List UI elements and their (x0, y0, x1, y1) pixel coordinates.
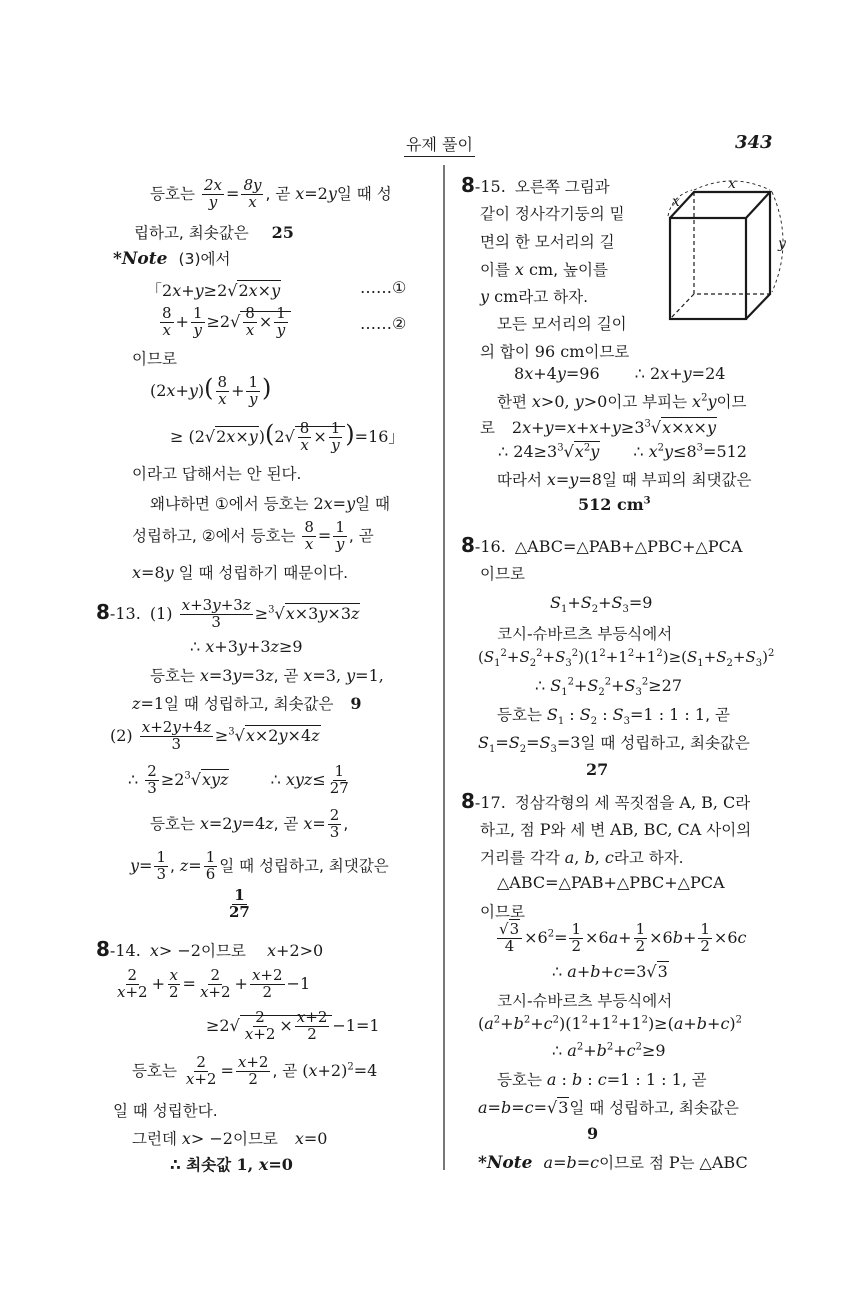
problem-8-15-eq2: ∴ $24\ge 3^3√x^2y$ ∴ $x^2y\le 8^3=512$ (498, 442, 747, 461)
problem-8-14-cond: 등호는 $\frac{2}{x+2}$ = $\frac{x+2}{2}$ , 곧 $(x+2)^2=4$ (132, 1053, 378, 1088)
problem-8-17-note: *Note a=b=c이므로 점 P는 △ABC (478, 1153, 748, 1173)
note-eq2-tag: ……② (360, 314, 407, 333)
problem-8-17-since: 이므로 (480, 903, 525, 921)
problem-8-16-cond2: $S_1=S_2=S_3=3$일 때 성립하고, 최솟값은 (478, 733, 750, 756)
answer-9: 9 (350, 694, 362, 713)
continuation-line-2: 립하고, 최솟값은 25 (134, 223, 294, 242)
problem-8-16-since: 이므로 (480, 565, 525, 583)
problem-8-14-answer: ∴ 최솟값 1, x=0 (170, 1155, 293, 1174)
note-since: 이므로 (132, 350, 177, 368)
problem-8-13-therefore-1: ∴ x+3y+3z≥9 (190, 637, 303, 656)
problem-8-14-heading: 8-14. x> −2이므로 x+2>0 (96, 937, 324, 961)
problem-8-13-cond-1: 등호는 x=3y=3z, 곧 x=3, y=1, (150, 666, 384, 685)
answer-512-cm3: 512 $cm^3$ (578, 495, 651, 514)
problem-8-17-cauchy: 코시-슈바르츠 부등식에서 (497, 992, 673, 1010)
problem-8-16-eq1: $S_1+S_2+S_3=9$ (550, 593, 653, 616)
problem-8-15-line: 이를 x cm, 높이를 (480, 260, 608, 279)
problem-8-15-line: 같이 정사각기둥의 밑 (480, 205, 625, 223)
figure-label-x-left: x (672, 194, 680, 210)
problem-8-15-line: y cm라고 하자. (480, 287, 589, 306)
problem-8-15-line: 의 합이 96 cm이므로 (480, 342, 630, 361)
problem-8-17-eq4: ∴ $a^2+b^2+c^2\ge 9$ (552, 1041, 666, 1060)
note-eq1: 「2x+y≥2√2x×y (146, 281, 281, 300)
figure-label-x-top: x (728, 176, 736, 192)
answer-9-right: 9 (587, 1124, 599, 1143)
note-eq2: $\frac{8}{x}$ + $\frac{1}{y}$ ≥2√ $\frac{8}{x}$ × $\frac{1}{y}$ (158, 306, 291, 339)
problem-8-17-cond: 등호는 a : b : c=1 : 1 : 1, 곧 (497, 1070, 707, 1089)
note-eq3: (2x+y)( $\frac{8}{x}$ + $\frac{1}{y}$ ) (150, 373, 272, 408)
column-divider (443, 165, 445, 1170)
note-reason-1: 왜냐하면 ①에서 등호는 2x=y일 때 (150, 494, 390, 513)
problem-8-15-line: 모든 모서리의 길이 (497, 315, 627, 333)
problem-8-14-holds: 일 때 성립한다. (113, 1102, 218, 1120)
problem-8-17-cond2: a=b=c=√3일 때 성립하고, 최솟값은 (478, 1098, 739, 1117)
continuation-line-1: 등호는 $\frac{2x}{y}$ = $\frac{8y}{x}$ , 곧 x=2y일 때 성 (150, 176, 392, 211)
problem-8-13-heading: 8-13. (1) $\frac{x+3y+3z}{3}$ ≥$^3$√x×3y×3z (96, 596, 360, 631)
note-eq4: ≥ (2√2x×y)(2√ $\frac{8}{x}$ × $\frac{1}{y}$ )=16」 (170, 419, 405, 454)
problem-8-15-eq1: 8x+4y=96 ∴ 2x+y=24 (514, 364, 726, 383)
problem-8-14-eq1: $\frac{2}{x+2}$ + $\frac{x}{2}$ = $\frac{2}{x+2}$ + $\frac{x+2}{2}$ −1 (117, 966, 311, 1001)
note-reason-3: x=8y 일 때 성립하기 때문이다. (132, 563, 349, 582)
problem-8-16-eq2: $(S_1^2+S_2^2+S_3^2)(1^2+1^2+1^2)\ge(S_1+S_2+S_3)^2$ (478, 648, 775, 669)
section-title: 유제 풀이 (404, 132, 475, 157)
note-heading: *Note (3)에서 (113, 249, 231, 269)
problem-8-15-line2: 한편 x>0, y>0이고 부피는 $x^2y$이므 (497, 392, 747, 411)
problem-8-13-therefore-2: ∴ $\frac{2}{3}$ $\ge 2^3√xyz$ ∴ xyz≤ $\frac{1}{27}$ (128, 762, 349, 797)
problem-8-15-heading: 8-15. 오른쪽 그림과 (461, 173, 610, 197)
problem-8-13-cond-4: y= $\frac{1}{3}$ , z= $\frac{1}{6}$ 일 때 성립하고, 최댓값은 (130, 848, 389, 883)
problem-8-17-line4: △ABC=△PAB+△PBC+△PCA (497, 873, 725, 892)
problem-8-16-cauchy: 코시-슈바르츠 부등식에서 (497, 625, 673, 643)
problem-8-16-eq3: ∴ $S_1^2+S_2^2+S_3^2\ge 27$ (535, 676, 682, 699)
problem-8-17-eq1: $\frac{√3}{4}$ $\times 6^2=$ $\frac{1}{2}$ ×6a+ $\frac{1}{2}$ ×6b+ $\frac{1}{2}$ ×6c (499, 920, 747, 955)
problem-8-15-line: 면의 한 모서리의 길 (480, 233, 615, 251)
problem-8-14-but: 그런데 x> −2이므로 x=0 (132, 1129, 328, 1148)
problem-8-17-line3: 거리를 각각 a, b, c라고 하자. (480, 848, 684, 867)
answer-25: 25 (271, 223, 294, 242)
note-not-line: 이라고 답해서는 안 된다. (132, 465, 302, 483)
problem-8-17-heading: 8-17. 정삼각형의 세 꼭짓점을 A, B, C라 (461, 789, 751, 813)
page-number: 343 (735, 132, 773, 153)
answer-27: 27 (586, 760, 609, 779)
problem-8-16-cond: 등호는 $S_1$ : $S_2$ : $S_3=1$ : 1 : 1, 곧 (497, 705, 730, 728)
problem-8-17-eq2: ∴ a+b+c=3√3 (552, 962, 668, 981)
problem-8-13-cond-2: z=1일 때 성립하고, 최솟값은 9 (132, 694, 362, 713)
problem-8-17-eq3: $(a^2+b^2+c^2)(1^2+1^2+1^2)\ge(a+b+c)^2$ (478, 1014, 743, 1033)
figure-label-y: y (778, 236, 786, 252)
square-prism-figure (662, 176, 792, 328)
problem-8-15-line3: 로 $2x+y=x+x+y\ge 3^3√x\times x\times y$ (480, 418, 716, 437)
note-reason-2: 성립하고, ②에서 등호는 $\frac{8}{x}$ = $\frac{1}{y}$ , 곧 (132, 518, 374, 553)
note-eq1-tag: ……① (360, 278, 407, 297)
problem-8-14-eq2: ≥2√ $\frac{2}{x+2}$ × $\frac{x+2}{2}$ −1=1 (206, 1008, 380, 1043)
answer-1-27: $\frac{1}{27}$ (229, 886, 250, 921)
problem-8-15-line4: 따라서 x=y=8일 때 부피의 최댓값은 (497, 470, 752, 489)
problem-8-13-cond-3: 등호는 x=2y=4z, 곧 x= $\frac{2}{3}$ , (150, 806, 349, 841)
problem-8-13-part2: (2) $\frac{x+2y+4z}{3}$ ≥$^3$√x×2y×4z (110, 718, 320, 753)
problem-8-17-line2: 하고, 점 P와 세 변 AB, BC, CA 사이의 (480, 820, 752, 839)
problem-8-16-heading: 8-16. △ABC=△PAB+△PBC+△PCA (461, 533, 743, 557)
